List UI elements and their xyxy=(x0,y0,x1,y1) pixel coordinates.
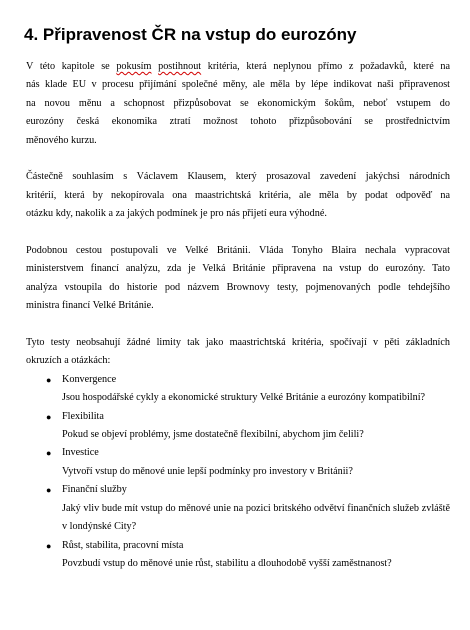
paragraph-line: ministra financí Velké Británie. xyxy=(26,300,154,312)
paragraph-britain xyxy=(26,242,450,316)
list-item-title: Růst, stabilita, pracovní místa xyxy=(62,539,184,551)
paragraph-line: eurozóny česká ekonomika ztratí možnost tohoto přizpůsobování se prostřednictvím xyxy=(26,116,450,128)
list-item xyxy=(46,408,450,445)
spellcheck-flagged-word[interactable]: postihnout xyxy=(158,61,202,72)
list-item-title: Finanční služby xyxy=(62,484,127,496)
brown-tests-list xyxy=(26,371,450,573)
list-item-description: Jsou hospodářské cykly a ekonomické struktury Velké Británie a eurozóny kompatibilní? xyxy=(62,392,426,404)
paragraph-line: nás klade EU v procesu přijímání společné měny, ale měla by lépe indikovat naši připravenost xyxy=(26,79,450,91)
paragraph-line: Tyto testy neobsahují žádné limity tak jako maastrichtská kritéria, spočívají v pěti základních xyxy=(26,337,450,349)
list-item-description: Pokud se objeví problémy, jsme dostatečně flexibilní, abychom jim čelili? xyxy=(62,429,364,441)
list-item-description: Povzbudí vstup do měnové unie růst, stabilitu a dlouhodobě vyšší zaměstnanost? xyxy=(62,557,392,569)
list-item-title: Konvergence xyxy=(62,373,117,385)
paragraph-line: otázku kdy, nakolik a za jakých podmínek je pro nás přijetí eura výhodné. xyxy=(26,208,327,220)
spellcheck-flagged-word[interactable]: pokusím xyxy=(116,61,152,72)
bullet-icon: ● xyxy=(46,448,52,459)
list-item xyxy=(46,371,450,408)
bullet-icon: ● xyxy=(46,411,52,422)
list-item xyxy=(46,481,450,536)
list-item-description: Vytvoří vstup do měnové unie lepší podmínky pro investory v Británii? xyxy=(62,465,353,477)
bullet-icon: ● xyxy=(46,485,52,496)
paragraph-tests-intro xyxy=(26,334,450,371)
paragraph-line: okruzích a otázkách: xyxy=(26,355,111,367)
document-body xyxy=(26,58,450,573)
list-item-title: Flexibilita xyxy=(62,410,104,422)
paragraph-klaus xyxy=(26,168,450,223)
list-item xyxy=(46,537,450,574)
paragraph-line: kritérií, která by nekopírovala ona maastrichtská kritéria, ale měla by podat odpověď na xyxy=(26,189,450,201)
bullet-icon: ● xyxy=(46,540,52,551)
text-run: V této kapitole se xyxy=(26,61,117,72)
bullet-icon: ● xyxy=(46,374,52,385)
paragraph-line: analýza vstoupila do historie pod názvem Brownovy testy, pojmenovaných podle tehdejšího xyxy=(26,281,450,293)
paragraph-line: měnového kurzu. xyxy=(26,134,97,146)
text-run: kritéria, která neplynou přímo z požadavků, které na xyxy=(201,61,451,72)
paragraph-line xyxy=(26,58,450,76)
list-item xyxy=(46,444,450,481)
chapter-heading: 4. Připravenost ČR na vstup do eurozóny xyxy=(24,25,357,44)
list-item-title: Investice xyxy=(62,447,99,459)
paragraph-line: Podobnou cestou postupovali ve Velké Británii. Vláda Tonyho Blaira nechala vypracovat xyxy=(26,245,450,257)
paragraph-line: ministerstvem financí analýzu, zda je Velká Británie připravena na vstup do eurozóny. Tato xyxy=(26,263,450,275)
list-item-description: Jaký vliv bude mít vstup do měnové unie na pozici britského odvětví finančních služeb zvláště v londýnské City? xyxy=(62,502,450,533)
paragraph-intro xyxy=(26,58,450,150)
paragraph-line: Částečně souhlasím s Václavem Klausem, který prosazoval zavedení jakýchsi národních xyxy=(26,171,450,183)
paragraph-line: na novou měnu a schopnost přizpůsobovat se ekonomickým šokům, neboť vstupem do xyxy=(26,97,450,109)
